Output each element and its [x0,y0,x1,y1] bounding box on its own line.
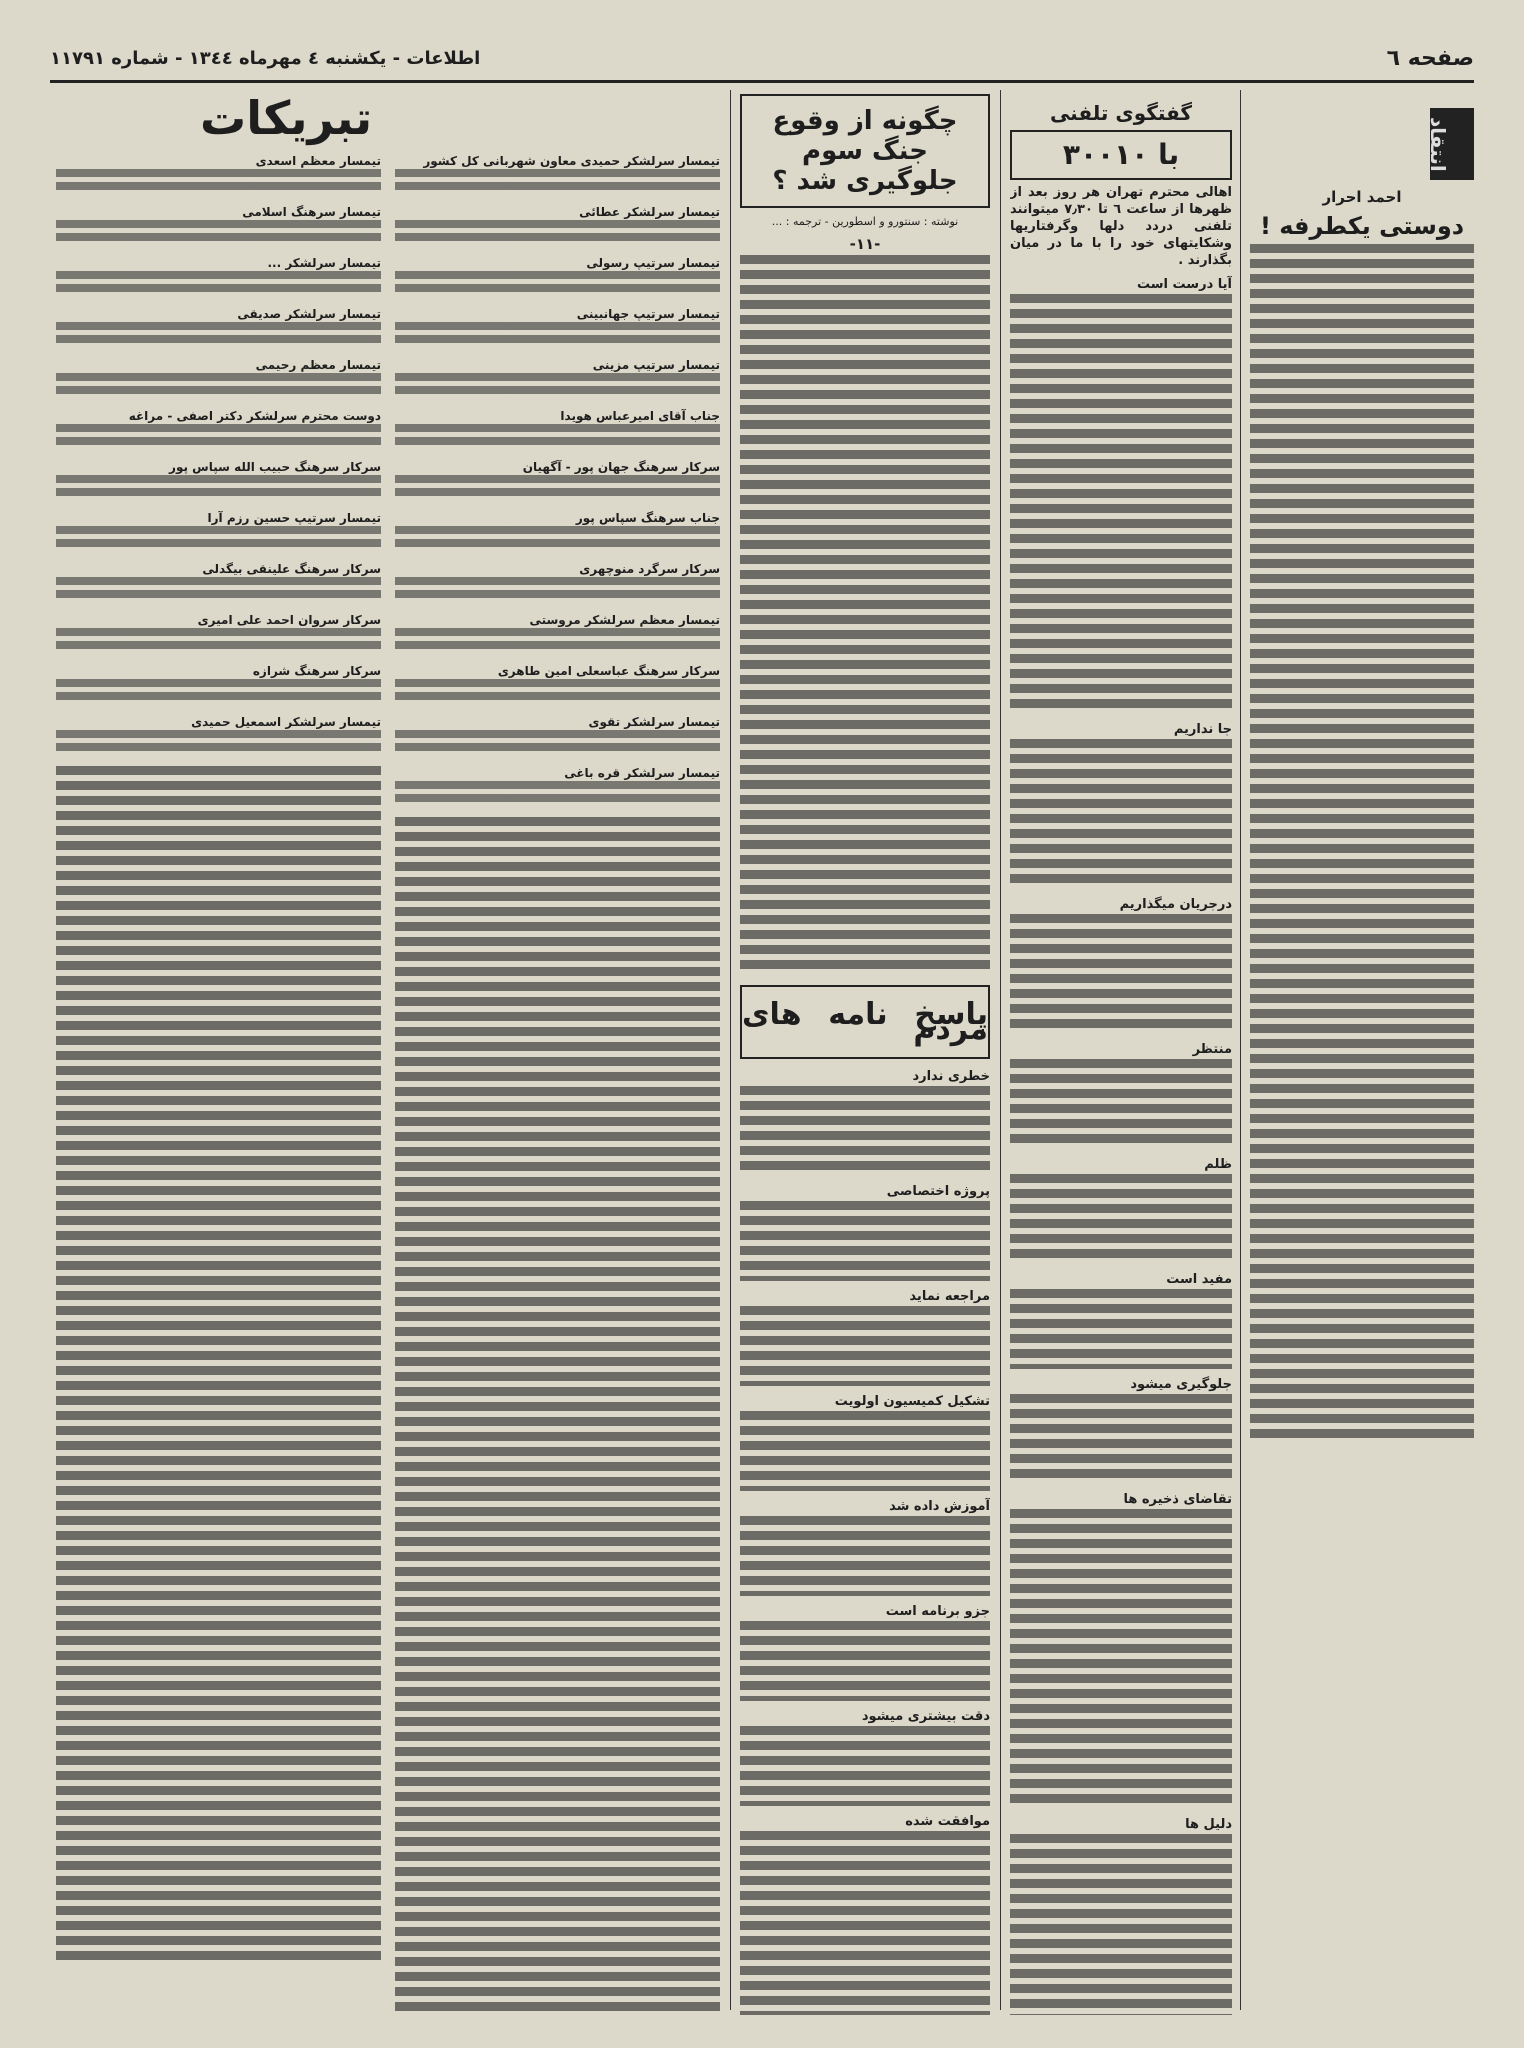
congrats-entry: سرکار سرگرد منوچهری [395,562,720,603]
section-title: مفید است [1166,1272,1232,1287]
congratulations-subcolumn [395,154,720,2015]
phone-number-box: با ۳۰۰۱۰ [1010,130,1232,180]
congrats-entry: تیمسار سرلشکر ... [56,256,381,297]
column-divider [730,90,731,2010]
section-body [1010,914,1232,1034]
section-title: آیا درست است [1137,277,1232,292]
congratulations-subcolumn [56,154,381,2015]
section-body [1010,294,1232,714]
feature-headline: چگونه از وقوع جنگ سوم جلوگیری شد ؟ [740,94,990,208]
section-title: منتظر [1192,1042,1232,1057]
page-number: صفحه ٦ [1386,46,1474,71]
editorial-headline: دوستی یکطرفه ! [1259,212,1465,240]
column-divider [1240,90,1241,2010]
answer-title: موافقت شده [905,1814,990,1829]
feature-byline: نوشته : سنتورو و اسطورین - ترجمه : ... [771,215,959,228]
column-congratulations [50,90,720,2015]
section-body [1010,1059,1232,1149]
congrats-entry: سرکار سرهنگ حبیب الله سپاس پور [56,460,381,501]
congrats-entry: تیمسار معظم اسعدی [56,154,381,195]
answer-body [740,1306,990,1386]
congrats-more [56,766,381,1966]
answer-body [740,1726,990,1806]
answer-title: آموزش داده شد [889,1499,990,1514]
congrats-entry: تیمسار سرلشکر عطائی [395,205,720,246]
congratulations-title: تبریکات [200,91,373,145]
section-body [1010,1289,1232,1369]
column-divider [1000,90,1001,2010]
section-title: جا نداریم [1173,722,1232,737]
answer-title: خطری ندارد [912,1069,990,1084]
editorial-body [1250,244,1474,1444]
congrats-entry: سرکار سرهنگ عباسعلی امین طاهری [395,664,720,705]
congrats-entry: تیمسار سرتیپ جهانبینی [395,307,720,348]
congrats-entry: دوست محترم سرلشکر دکتر اصفی - مراغه [56,409,381,450]
congrats-entry: تیمسار معظم رحیمی [56,358,381,399]
answer-title: مراجعه نماید [909,1289,990,1304]
column-feature [740,90,990,2015]
congrats-entry: تیمسار سرلشکر صدیقی [56,307,381,348]
congrats-entry: سرکار سرهنگ شرازه [56,664,381,705]
answer-body [740,1411,990,1491]
section-body [1010,1174,1232,1264]
congrats-entry: تیمسار سرلشکر قره باغی [395,766,720,807]
congrats-entry: سرکار سرهنگ جهان پور - آگهیان [395,460,720,501]
answer-title: پروژه اختصاصی [886,1184,990,1199]
congratulations-grid [50,154,720,2015]
column-logo: انتقاد [1430,108,1474,180]
answers-headline: پاسخ نامه های مردم [740,985,990,1059]
column-phone-talk [1010,90,1232,2015]
feature-body [740,255,990,975]
section-body [1010,1394,1232,1484]
section-body [1010,739,1232,889]
congrats-entry: جناب آقای امیرعباس هویدا [395,409,720,450]
answer-title: دقت بیشتری میشود [861,1709,990,1724]
congrats-entry: تیمسار سرهنگ اسلامی [56,205,381,246]
section-body [1010,1509,1232,1809]
feature-part-number: -١١- [849,235,881,253]
section-body [1010,1834,1232,2015]
congrats-entry: سرکار سروان احمد علی امیری [56,613,381,654]
congrats-more [395,817,720,2015]
answer-body [740,1516,990,1596]
congrats-entry: تیمسار سرتیپ رسولی [395,256,720,297]
section-title: جلوگیری میشود [1130,1377,1232,1392]
congrats-entry: تیمسار سرلشکر تقوی [395,715,720,756]
congrats-entry: جناب سرهنگ سپاس پور [395,511,720,552]
phone-talk-label: گفتگوی تلفنی [1049,101,1193,125]
page-header [50,44,1474,83]
section-title: درجریان میگذاریم [1119,897,1232,912]
section-title: دلیل ها [1185,1817,1232,1832]
author-name: احمد احرار [1322,188,1402,206]
congrats-entry: تیمسار سرتیپ حسین رزم آرا [56,511,381,552]
congrats-entry: سرکار سرهنگ علینقی بیگدلی [56,562,381,603]
masthead-info: اطلاعات - یکشنبه ٤ مهرماه ١٣٤٤ - شماره ١١٧٩١ [50,48,481,69]
congrats-entry: تیمسار سرتیپ مزینی [395,358,720,399]
congrats-entry: تیمسار معظم سرلشکر مروستی [395,613,720,654]
congrats-entry: تیمسار سرلشکر اسمعیل حمیدی [56,715,381,756]
answer-body [740,1201,990,1281]
phone-intro: اهالی محترم تهران هر روز بعد از ظهرها از ساعت ٦ تا ٧٫٣٠ میتوانند تلفنی دردد دلها وگرفتاریها وشکایتهای خود را با ما در میان بگذارند . [1010,185,1232,268]
congrats-entry: تیمسار سرلشکر حمیدی معاون شهربانی کل کشور [395,154,720,195]
section-title: ظلم [1204,1157,1232,1172]
column-editorial [1250,90,1474,2015]
answer-title: تشکیل کمیسیون اولویت [834,1394,990,1409]
answer-body [740,1086,990,1176]
section-title: تقاضای ذخیره ها [1123,1492,1232,1507]
answer-body [740,1621,990,1701]
answer-title: جزو برنامه است [885,1604,990,1619]
answer-body [740,1831,990,2015]
